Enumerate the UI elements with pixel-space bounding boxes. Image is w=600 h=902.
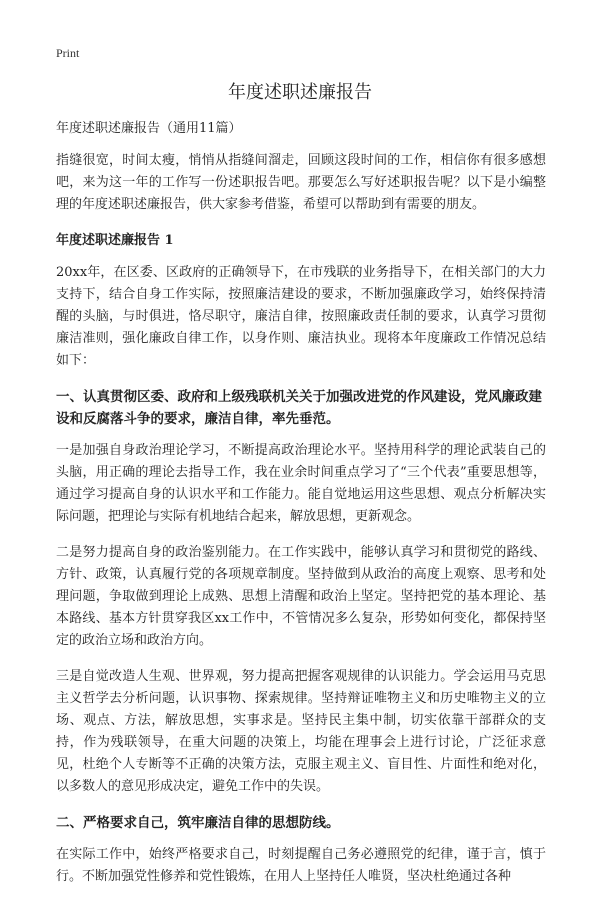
part-two-paragraph-1: 在实际工作中，始终严格要求自己，时刻提醒自己务必遵照党的纪律，谨于言，慎于行。不断加强党性修养和党性锻炼，在用人上坚持任人唯贤，坚决杜绝通过各种	[56, 847, 546, 884]
part-one-heading: 一、认真贯彻区委、政府和上级残联机关关于加强改进党的作风建设，党风廉政建设和反腐落斗争的要求，廉洁自律，率先垂范。	[56, 389, 542, 427]
print-label[interactable]: Print	[56, 46, 80, 60]
intro-paragraph: 指缝很宽，时间太瘦，悄悄从指缝间溜走，回顾这段时间的工作，相信你有很多感想吧，来为这一年的工作写一份述职报告吧。那要怎么写好述职报告呢？以下是小编整理的年度述职述廉报告，供大家参考借鉴，希望可以帮助到有需要的朋友。	[56, 153, 546, 212]
document-subtitle: 年度述职述廉报告（通用11篇）	[56, 121, 242, 136]
section-heading: 年度述职述廉报告 1	[56, 233, 174, 248]
page-title: 年度述职述廉报告	[228, 82, 372, 103]
part-one-paragraph-1: 一是加强自身政治理论学习，不断提高政治理论水平。坚持用科学的理论武装自己的头脑，用正确的理论去指导工作，我在业余时间重点学习了“三个代表”重要思想等，通过学习提高自身的认识水平和工作能力。能自觉地运用这些思想、观点分析解决实际问题，把理论与实际有机地结合起来，解放思想，更新观念。	[56, 443, 546, 524]
part-two-heading: 二、严格要求自己，筑牢廉洁自律的思想防线。	[56, 815, 340, 831]
section-paragraph: 20xx年，在区委、区政府的正确领导下，在市残联的业务指导下，在相关部门的大力支持下，结合自身工作实际，按照廉洁建设的要求，不断加强廉政学习，始终保持清醒的头脑，与时俱进，恪尽职守，廉洁自律，按照廉政责任制的要求，认真学习贯彻廉洁准则，强化廉政自律工作，以身作则、廉洁执业。现将本年度廉政工作情况总结如下：	[56, 265, 546, 368]
part-one-paragraph-3: 三是自觉改造人生观、世界观，努力提高把握客观规律的认识能力。学会运用马克思主义哲学去分析问题，认识事物、探索规律。坚持辩证唯物主义和历史唯物主义的立场、观点、方法，解放思想，实事求是。坚持民主集中制，切实依靠干部群众的支持，作为残联领导，在重大问题的决策上，均能在理事会上进行讨论，广泛征求意见，杜绝个人专断等不正确的决策方法，克服主观主义、盲目性、片面性和绝对化，以多数人的意见形成决定，避免工作中的失误。	[56, 669, 546, 794]
part-one-paragraph-2: 二是努力提高自身的政治鉴别能力。在工作实践中，能够认真学习和贯彻党的路线、方针、政策，认真履行党的各项规章制度。坚持做到从政治的高度上观察、思考和处理问题，争取做到理论上成熟、思想上清醒和政治上坚定。坚持把党的基本理论、基本路线、基本方针贯穿我区xx工作中，不管情况多么复杂，形势如何变化，都保持坚定的政治立场和政治方向。	[56, 545, 546, 648]
document-body	[56, 120, 546, 902]
